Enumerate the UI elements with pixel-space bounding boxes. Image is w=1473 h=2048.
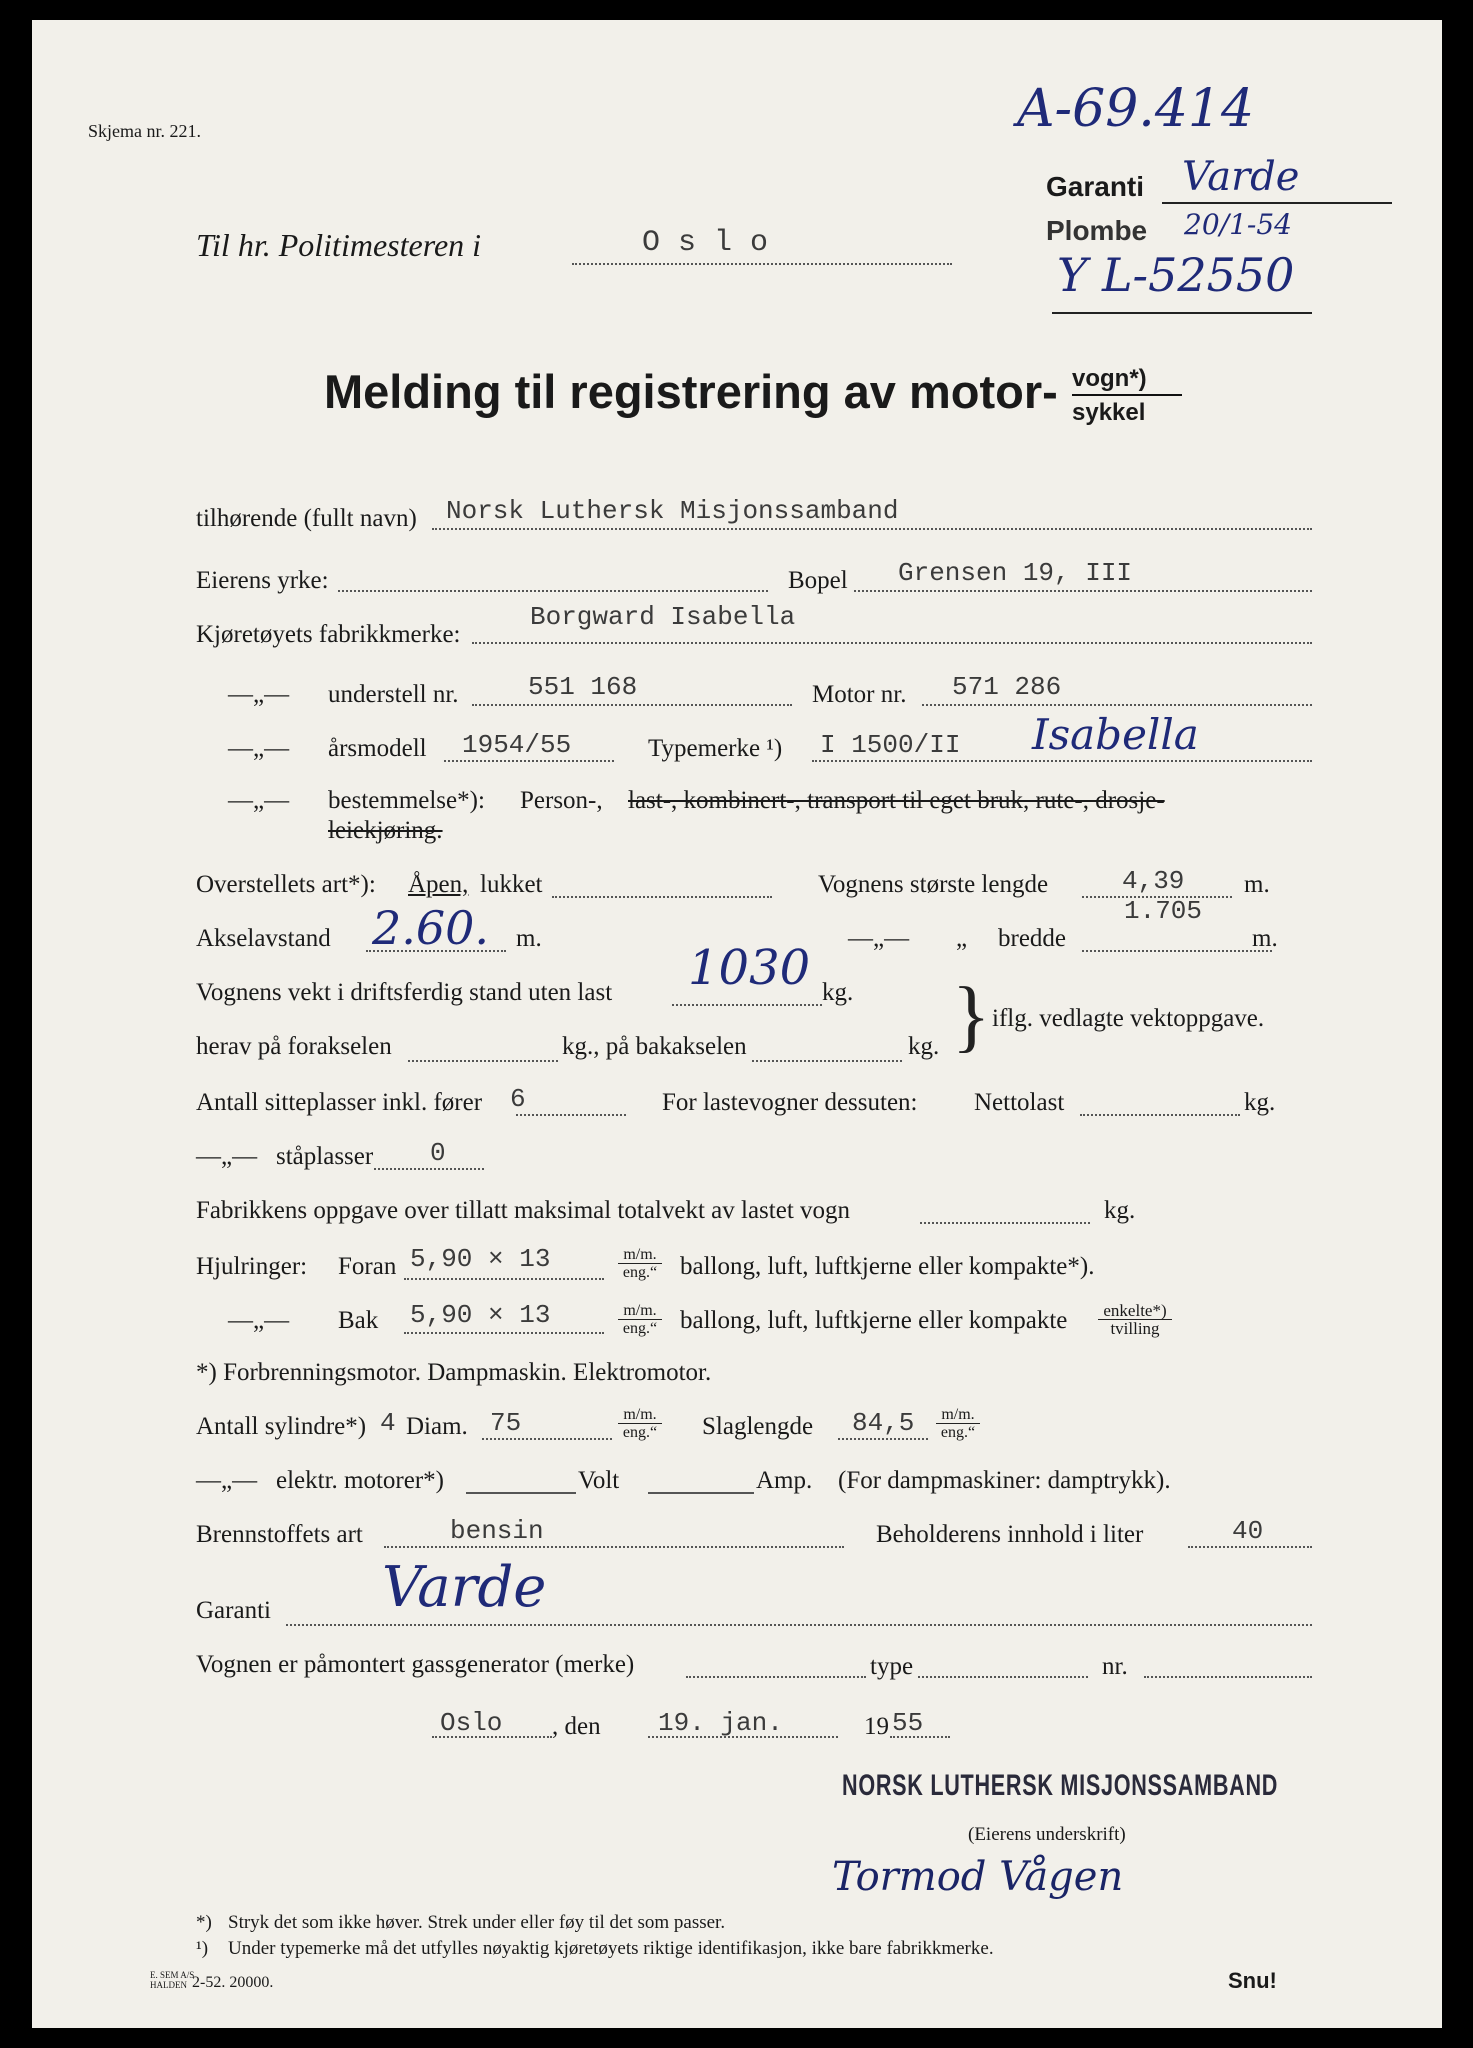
body-label: Overstellets art*): — [196, 871, 376, 898]
amp-label: Amp. — [756, 1467, 813, 1494]
sign-year-suffix: 55 — [892, 1708, 924, 1738]
garanti-label: Garanti — [196, 1597, 271, 1624]
owner-line — [432, 528, 1312, 530]
netload-label: Nettolast — [974, 1089, 1065, 1116]
weight-label: Vognens vekt i driftsferdig stand uten last — [196, 979, 613, 1006]
hand-plombe: 20/1-54 — [1184, 208, 1292, 241]
garanti-line — [1162, 202, 1392, 204]
maxweight-unit: kg. — [1104, 1197, 1136, 1224]
residence-value: Grensen 19, III — [898, 558, 1133, 588]
tank-label: Beholderens innhold i liter — [876, 1521, 1144, 1548]
wheelbase-hand: 2.60. — [372, 901, 490, 955]
footnote-1-mark: *) — [196, 1912, 212, 1933]
tyre-types-rear: ballong, luft, luftkjerne eller kompakte — [680, 1307, 1068, 1334]
standing-value: 0 — [430, 1138, 446, 1168]
maxweight-line — [920, 1222, 1090, 1224]
volt-line — [648, 1492, 754, 1494]
printer-bot: HALDEN — [150, 1980, 187, 1990]
weight-note: iflg. vedlagte vektoppgave. — [992, 1005, 1265, 1032]
purpose-struck: last-, kombinert-, transport til eget bruk, rute-, drosje- — [628, 787, 1165, 814]
tank-value: 40 — [1232, 1516, 1264, 1546]
wheelbase-line — [366, 950, 506, 952]
length-label: Vognens største lengde — [818, 871, 1049, 898]
hand-reg-number: A-69.414 — [1017, 79, 1255, 139]
title-vogn: vogn*) — [1072, 365, 1147, 392]
cyl-value: 4 — [380, 1408, 396, 1438]
form-title: Melding til registrering av motor- — [324, 365, 1058, 418]
year-label: årsmodell — [328, 735, 427, 762]
printer-top: E. SEM A/S — [150, 1970, 195, 1980]
front-tyre-unit: m/m. eng.“ — [618, 1246, 662, 1281]
signature-caption: (Eierens underskrift) — [968, 1824, 1126, 1845]
rear-tyre-unit: m/m. eng.“ — [618, 1302, 662, 1337]
owner-stamp: NORSK LUTHERSK MISJONSSAMBAND — [842, 1769, 1279, 1802]
ditto-5: —„— — [196, 1143, 258, 1170]
front-axle-label: herav på forakselen — [196, 1033, 392, 1060]
rear-axle-unit: kg. — [908, 1033, 940, 1060]
front-tyre: 5,90 × 13 — [410, 1244, 551, 1274]
chassis-label: understell nr. — [328, 681, 459, 708]
rear-label: Bak — [338, 1307, 379, 1334]
stroke-line — [838, 1438, 928, 1440]
garanti-bottom-line — [286, 1624, 1312, 1626]
body-open: Åpen, — [408, 871, 469, 898]
addressee-line — [572, 263, 952, 265]
rear-tyre: 5,90 × 13 — [410, 1300, 551, 1330]
registration-form — [32, 20, 1442, 2028]
weight-line — [672, 1004, 822, 1006]
width-value: 1.705 — [1124, 896, 1203, 926]
title-sykkel: sykkel — [1072, 399, 1146, 426]
nr-line — [1144, 1676, 1312, 1678]
ditto-4: —„— — [848, 925, 910, 952]
type-line — [918, 1676, 1088, 1678]
gasgen-label: Vognen er påmontert gassgenerator (merke) — [196, 1651, 635, 1678]
residence-line — [854, 590, 1312, 592]
standing-label: ståplasser — [276, 1143, 374, 1170]
stroke-unit: m/m. eng.“ — [936, 1406, 980, 1441]
single-twin: enkelte*) tvilling — [1098, 1302, 1172, 1337]
title-rule — [1072, 394, 1182, 396]
seats-line — [516, 1114, 626, 1116]
gasgen-line — [686, 1676, 866, 1678]
typemark-label: Typemerke ¹) — [648, 735, 783, 762]
footnote-2: Under typemerke må det utfylles nøyaktig kjøretøyets riktige identifikasjon, ikke bare fabrikkmerke. — [228, 1938, 994, 1959]
maxweight-label: Fabrikkens oppgave over tillatt maksimal totalvekt av lastet vogn — [196, 1197, 851, 1224]
wheelbase-label: Akselavstand — [196, 925, 331, 952]
stroke-label: Slaglengde — [702, 1413, 814, 1440]
front-label: Foran — [338, 1253, 397, 1280]
ditto-1: —„— — [228, 681, 290, 708]
steam-label: (For dampmaskiner: damptrykk). — [838, 1467, 1171, 1494]
year-value: 1954/55 — [462, 730, 572, 760]
standing-line — [374, 1168, 484, 1170]
front-tyre-line — [404, 1278, 604, 1280]
volt-label: Volt — [578, 1467, 620, 1494]
owner-value: Norsk Luthersk Misjonssamband — [446, 496, 899, 526]
nr-label: nr. — [1102, 1653, 1128, 1680]
ditto-7: —„— — [196, 1467, 258, 1494]
width-line — [1082, 950, 1272, 952]
rear-axle-line — [752, 1060, 902, 1062]
rear-axle-label: kg., på bakakselen — [562, 1033, 747, 1060]
sign-date: 19. jan. — [658, 1708, 783, 1738]
brace: } — [952, 972, 991, 1060]
elec-label: elektr. motorer*) — [276, 1467, 444, 1494]
rear-tyre-line — [404, 1332, 604, 1334]
garanti-hand: Varde — [382, 1555, 547, 1620]
diam-line — [482, 1438, 612, 1440]
occupation-label: Eierens yrke: — [196, 567, 329, 594]
year-line — [890, 1736, 950, 1738]
purpose-label: bestemmelse*): — [328, 787, 485, 814]
typemark-line — [812, 760, 1312, 762]
stroke-value: 84,5 — [852, 1408, 915, 1438]
footnote-2-mark: ¹) — [196, 1938, 209, 1959]
fuel-line — [384, 1546, 844, 1548]
diam-label: Diam. — [406, 1413, 468, 1440]
addressee-city: O s l o — [642, 226, 769, 260]
tyre-types-front: ballong, luft, luftkjerne eller kompakte*). — [680, 1253, 1095, 1280]
front-axle-line — [408, 1060, 558, 1062]
typemark-value: I 1500/II — [820, 730, 961, 760]
cyl-label: Antall sylindre*) — [196, 1413, 367, 1440]
occupation-line — [338, 590, 768, 592]
width-label: bredde — [998, 925, 1067, 952]
netload-line — [1080, 1114, 1240, 1116]
weight-hand: 1030 — [688, 940, 811, 996]
seats-label: Antall sitteplasser inkl. fører — [196, 1089, 483, 1116]
date-line — [648, 1736, 838, 1738]
printer-run: 2-52. 20000. — [192, 1974, 274, 1991]
footnote-1: Stryk det som ikke høver. Strek under eller føy til det som passer. — [228, 1912, 726, 1933]
addressee-label: Til hr. Politimesteren i — [196, 227, 482, 263]
tank-line — [1188, 1546, 1312, 1548]
owner-label: tilhørende (fullt navn) — [196, 505, 417, 532]
plombe-label: Plombe — [1046, 215, 1148, 246]
width-unit: m. — [1252, 925, 1278, 952]
snu-label: Snu! — [1228, 1968, 1277, 1993]
sign-place: Oslo — [440, 1708, 503, 1738]
truck-label: For lastevogner dessuten: — [662, 1089, 918, 1116]
year-line — [444, 760, 614, 762]
ditto-2: —„— — [228, 735, 290, 762]
body-closed: lukket — [480, 871, 543, 898]
weight-unit: kg. — [822, 979, 854, 1006]
fuel-label: Brennstoffets art — [196, 1521, 363, 1548]
make-value: Borgward Isabella — [530, 602, 796, 632]
form-id: Skjema nr. 221. — [88, 121, 201, 141]
make-line — [472, 642, 1312, 644]
diam-value: 75 — [490, 1408, 522, 1438]
residence-label: Bopel — [788, 567, 848, 594]
elec-line — [466, 1492, 576, 1494]
sign-den: , den — [552, 1713, 601, 1740]
seats-value: 6 — [510, 1084, 526, 1114]
ditto-3: —„— — [228, 787, 290, 814]
netload-unit: kg. — [1244, 1089, 1276, 1116]
chassis-line — [472, 704, 792, 706]
motor-value: 571 286 — [952, 672, 1062, 702]
sign-year-prefix: 19 — [864, 1713, 889, 1740]
engine-types: *) Forbrenningsmotor. Dampmaskin. Elektromotor. — [196, 1359, 712, 1386]
garanti-label-top: Garanti — [1046, 171, 1145, 202]
body-line — [552, 896, 772, 898]
width-quote: „ — [956, 925, 968, 952]
purpose-struck2: leiekjøring. — [328, 817, 443, 844]
wheelbase-unit: m. — [516, 925, 542, 952]
hand-code: Y L-52550 — [1057, 248, 1295, 302]
motor-label: Motor nr. — [812, 681, 907, 708]
typemark-hand: Isabella — [1032, 710, 1199, 759]
length-value: 4,39 — [1122, 866, 1185, 896]
fuel-value: bensin — [450, 1516, 544, 1546]
type-label: type — [870, 1653, 914, 1680]
purpose-person: Person-, — [520, 787, 603, 814]
diam-unit: m/m. eng.“ — [618, 1406, 662, 1441]
hand-garanti-top: Varde — [1182, 154, 1300, 200]
length-unit: m. — [1244, 871, 1270, 898]
code-line — [1052, 312, 1312, 314]
place-line — [432, 1736, 552, 1738]
chassis-value: 551 168 — [528, 672, 638, 702]
signature-hand: Tormod Vågen — [832, 1854, 1124, 1900]
make-label: Kjøretøyets fabrikkmerke: — [196, 621, 461, 648]
ditto-6: —„— — [228, 1307, 290, 1334]
motor-line — [922, 704, 1312, 706]
tyres-label: Hjulringer: — [196, 1253, 308, 1280]
